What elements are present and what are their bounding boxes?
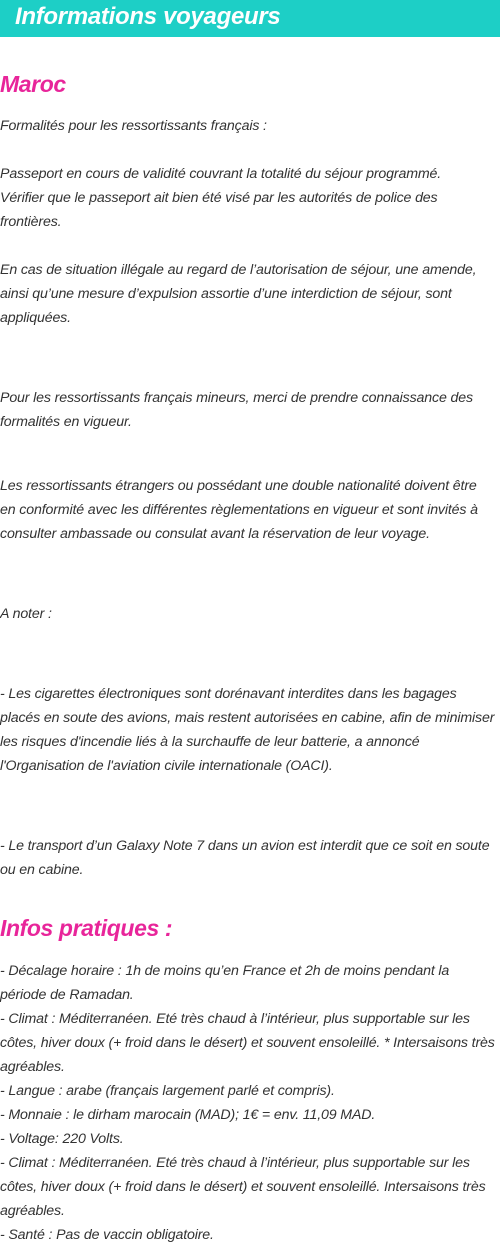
minors-paragraph	[0, 386, 500, 434]
formalities-intro	[0, 114, 500, 138]
e-cigarettes-paragraph	[0, 682, 500, 778]
text-line: Passeport en cours de validité couvrant la totalité du séjour programmé.	[0, 166, 442, 182]
info-line: - Monnaie : le dirham marocain (MAD); 1€ = env. 11,09 MAD.	[0, 1107, 376, 1123]
galaxy-note-paragraph	[0, 834, 500, 882]
text-line: ou en cabine.	[0, 862, 84, 878]
text-line: les risques d'incendie liés à la surchauffe de leur batterie, a annoncé	[0, 734, 420, 750]
text-line: l'Organisation de l'aviation civile internationale (OACI).	[0, 758, 333, 774]
text-line: Pour les ressortissants français mineurs, merci de prendre connaissance des	[0, 390, 473, 406]
info-line: période de Ramadan.	[0, 987, 134, 1003]
infos-list	[0, 959, 500, 1247]
text-line: Vérifier que le passeport ait bien été visé par les autorités de police des	[0, 190, 438, 206]
info-line: - Climat : Méditerranéen. Eté très chaud à l’intérieur, plus supportable sur les	[0, 1011, 470, 1027]
text-line: en conformité avec les différentes règlementations en vigueur et sont invités à	[0, 502, 478, 518]
text-line: Formalités pour les ressortissants français :	[0, 118, 267, 134]
note-label	[0, 602, 500, 626]
info-line: côtes, hiver doux (+ froid dans le désert) et souvent ensoleillé. * Intersaisons très	[0, 1035, 495, 1051]
text-line: formalités en vigueur.	[0, 414, 132, 430]
illegal-stay-paragraph	[0, 258, 500, 330]
foreign-nationals-paragraph	[0, 474, 500, 546]
text-line: consulter ambassade ou consulat avant la réservation de leur voyage.	[0, 526, 430, 542]
header-bar	[0, 0, 500, 37]
info-line: - Climat : Méditerranéen. Eté très chaud à l’intérieur, plus supportable sur les	[0, 1155, 470, 1171]
info-line: agréables.	[0, 1203, 65, 1219]
text-line: - Le transport d’un Galaxy Note 7 dans un avion est interdit que ce soit en soute	[0, 838, 490, 854]
info-line: - Santé : Pas de vaccin obligatoire.	[0, 1227, 214, 1243]
text-line: Les ressortissants étrangers ou possédant une double nationalité doivent être	[0, 478, 477, 494]
text-line: frontières.	[0, 214, 62, 230]
passport-paragraph	[0, 162, 500, 234]
text-line: placés en soute des avions, mais restent autorisées en cabine, afin de minimiser	[0, 710, 495, 726]
country-heading: Maroc	[0, 71, 66, 97]
text-line: ainsi qu’une mesure d’expulsion assortie d’une interdiction de séjour, sont	[0, 286, 452, 302]
info-line: - Voltage: 220 Volts.	[0, 1131, 124, 1147]
info-line: côtes, hiver doux (+ froid dans le désert) et souvent ensoleillé. Intersaisons très	[0, 1179, 486, 1195]
page-title: Informations voyageurs	[15, 3, 281, 30]
info-line: - Décalage horaire : 1h de moins qu’en France et 2h de moins pendant la	[0, 963, 450, 979]
text-line: - Les cigarettes électroniques sont dorénavant interdites dans les bagages	[0, 686, 457, 702]
infos-heading: Infos pratiques :	[0, 915, 173, 941]
text-line: appliquées.	[0, 310, 71, 326]
info-line: agréables.	[0, 1059, 65, 1075]
info-line: - Langue : arabe (français largement parlé et compris).	[0, 1083, 335, 1099]
text-line: A noter :	[0, 606, 52, 622]
text-line: En cas de situation illégale au regard de l’autorisation de séjour, une amende,	[0, 262, 477, 278]
